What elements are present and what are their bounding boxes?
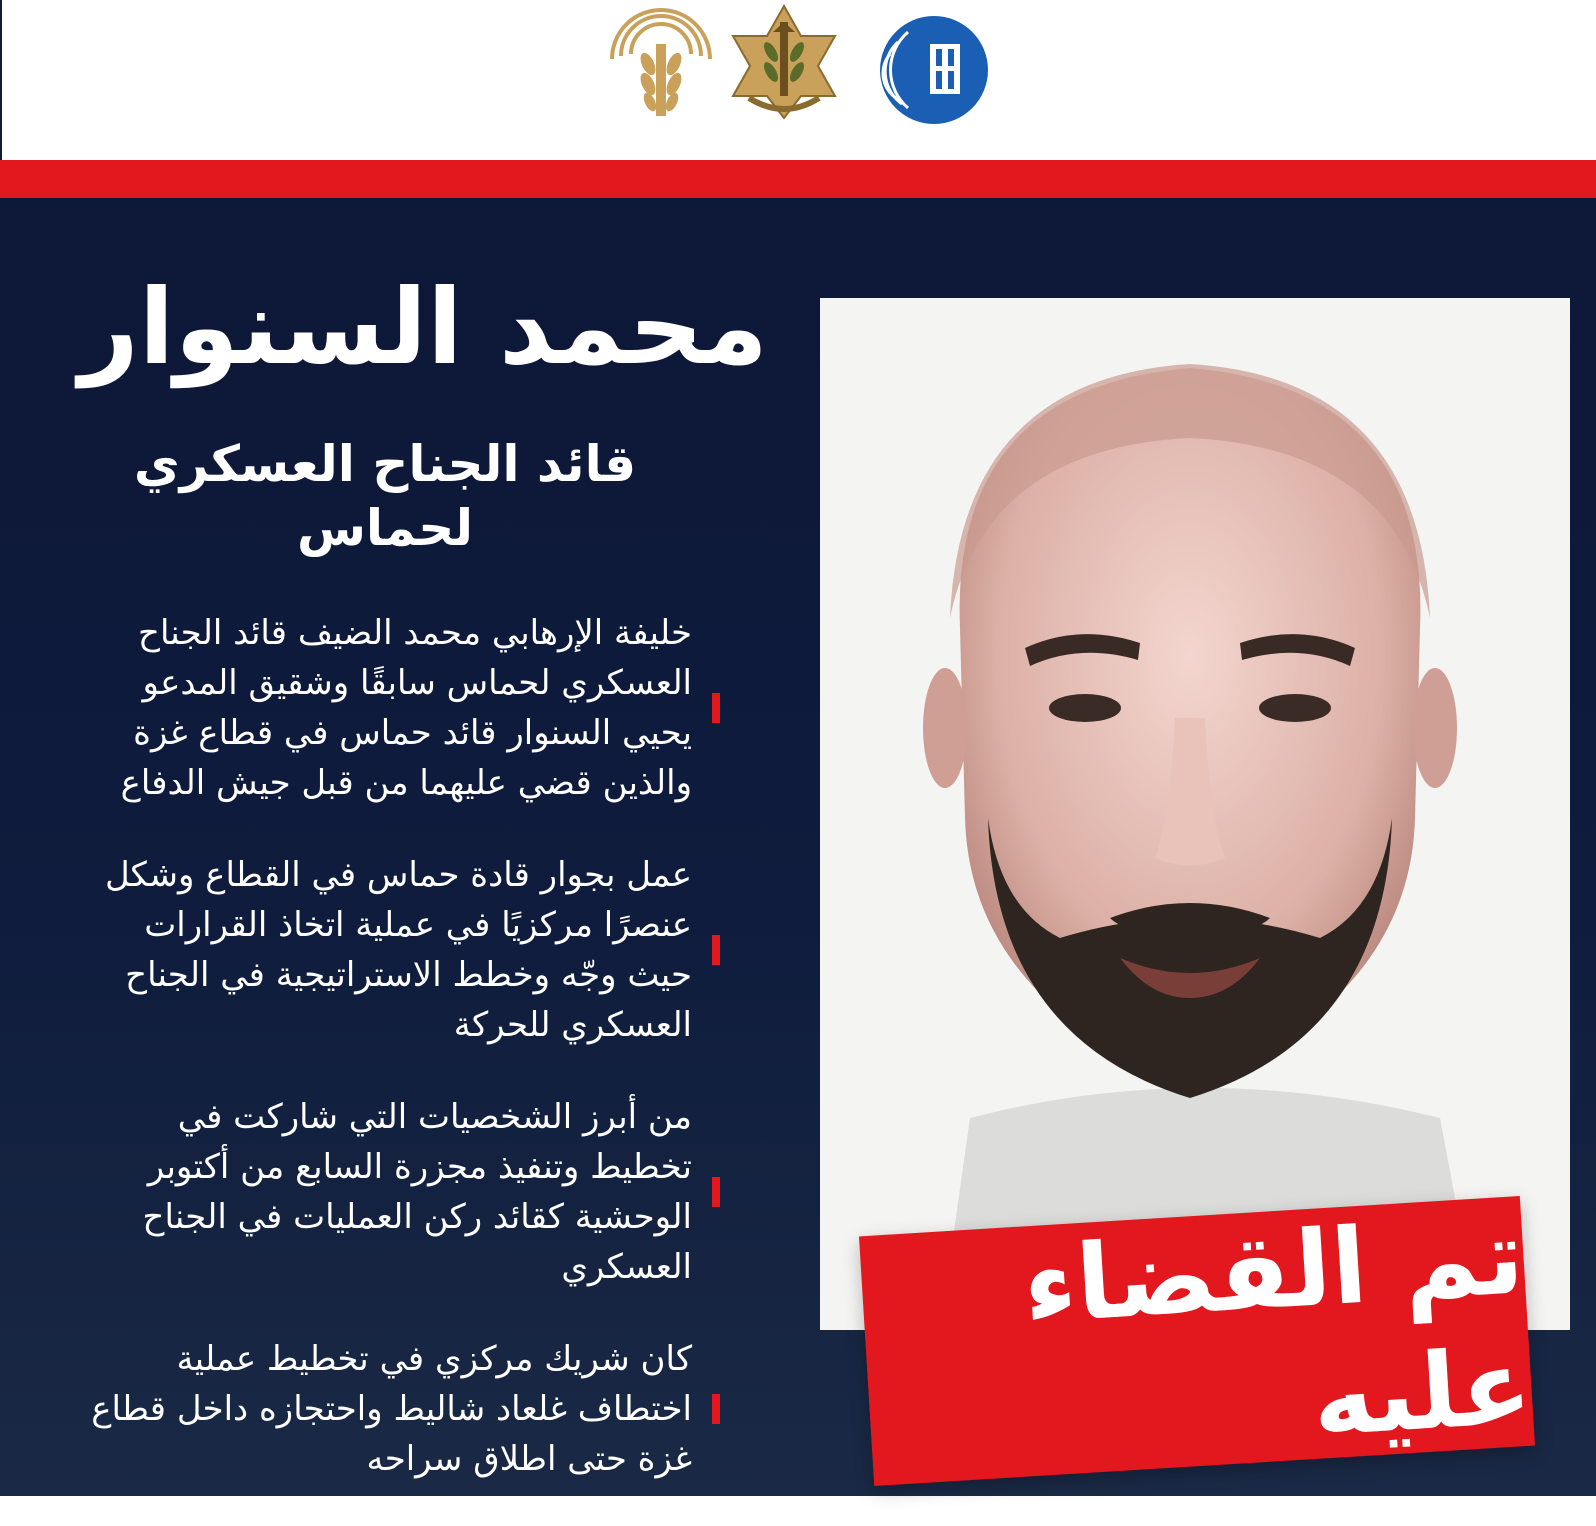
portrait-photo	[820, 298, 1570, 1330]
header-bar	[0, 0, 1596, 160]
bio-item	[90, 850, 720, 1050]
eliminated-stamp-text: تم القضاء عليه	[1019, 1195, 1536, 1460]
bio-item-text: خليفة الإرهابي محمد الضيف قائد الجناح العسكري لحماس سابقًا وشقيق المدعو يحيي السنوار قائد حماس في قطاع غزة والذين قضي عليهما من قبل جيش الدفاع	[120, 613, 692, 803]
red-band	[0, 160, 1596, 198]
red-bullet-icon	[712, 935, 720, 965]
bio-item	[90, 608, 720, 808]
bio-item	[90, 1092, 720, 1292]
shin-bet-logo-icon	[878, 14, 990, 126]
portrait-icon	[820, 298, 1570, 1330]
idf-emblem-icon	[719, 2, 849, 122]
person-title-line1: قائد الجناح العسكري	[133, 435, 637, 493]
red-bullet-icon	[712, 693, 720, 723]
person-title	[120, 432, 650, 560]
bio-list	[90, 608, 720, 1526]
bio-item	[90, 1334, 720, 1484]
person-title-line2: لحماس	[296, 499, 474, 557]
intelligence-corps-emblem-icon	[608, 4, 714, 122]
bio-item-text: كان شريك مركزي في تخطيط عملية اختطاف غلعاد شاليط واحتجازه داخل قطاع غزة حتى اطلاق سراحه	[91, 1339, 692, 1479]
person-name: محمد السنوار	[78, 266, 768, 388]
eliminated-stamp	[859, 1196, 1535, 1486]
bio-item-text: عمل بجوار قادة حماس في القطاع وشكل عنصرًا مركزيًا في عملية اتخاذ القرارات حيث وجّه وخطط الاستراتيجية في الجناح العسكري للحركة	[104, 855, 692, 1045]
red-bullet-icon	[712, 1177, 720, 1207]
red-bullet-icon	[712, 1394, 720, 1424]
bio-item-text: من أبرز الشخصيات التي شاركت في تخطيط وتنفيذ مجزرة السابع من أكتوبر الوحشية كقائد ركن العمليات في الجناح العسكري	[142, 1097, 692, 1287]
